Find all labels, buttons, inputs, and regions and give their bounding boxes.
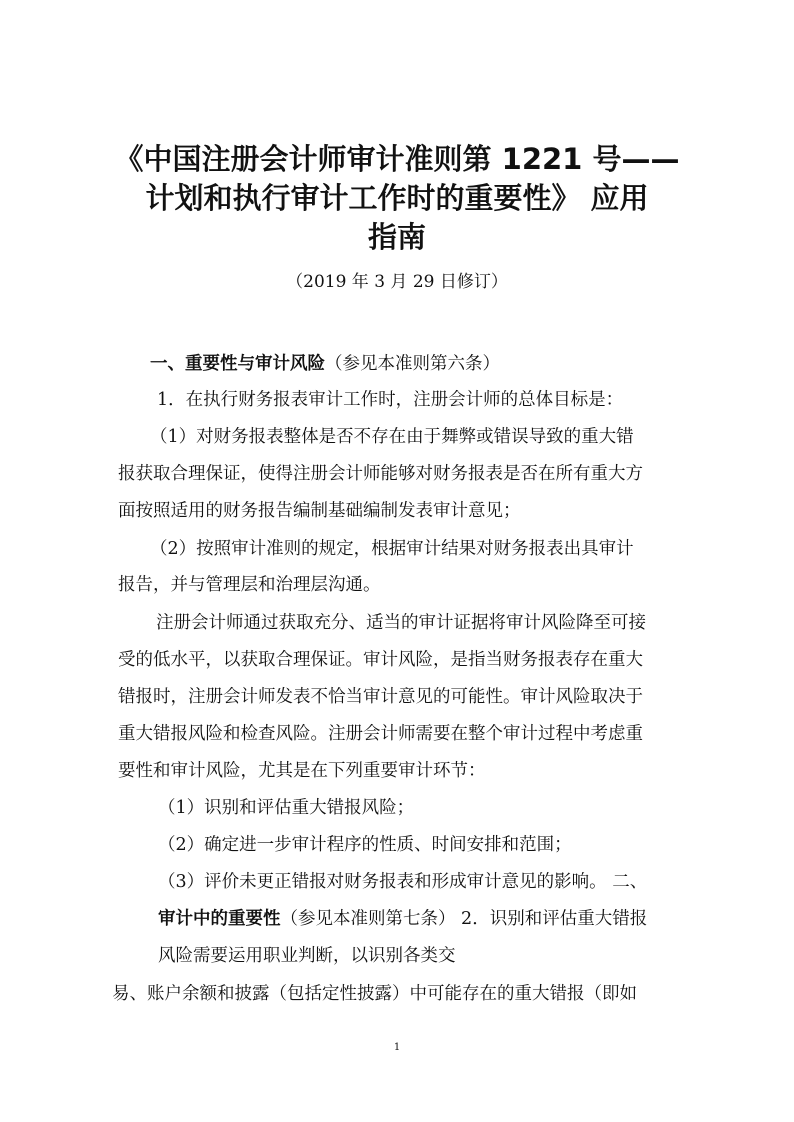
paragraph-line: 1．在执行财务报表审计工作时，注册会计师的总体目标是： [157,390,624,410]
paragraph-line: 易、账户余额和披露（包括定性披露）中可能存在的重大错报（即如 [112,984,637,1004]
section-1-reference: （参见本准则第六条） [325,354,500,374]
title-line-1: 《中国注册会计师审计准则第 1221 号—— [114,142,680,176]
paragraph-line: 注册会计师通过获取充分、适当的审计证据将审计风险降至可接 [156,613,646,633]
list-item: （1）识别和评估重大错报风险； [158,798,415,818]
page-number: 1 [393,1042,401,1053]
section-2-heading [158,907,647,931]
paragraph-line: 要性和审计风险，尤其是在下列重要审计环节： [118,761,486,781]
section-1-title: 一、重要性与审计风险 [150,354,325,374]
section-2-reference: （参见本准则第七条） 2．识别和评估重大错报 [280,909,648,929]
paragraph-line: 错报时，注册会计师发表不恰当审计意见的可能性。审计风险取决于 [118,687,643,707]
paragraph-line: （2）按照审计准则的规定，根据审计结果对财务报表出具审计 [150,539,634,559]
title-line-2: 计划和执行审计工作时的重要性》 应用 [145,181,649,215]
revision-date: （2019 年 3 月 29 日修订） [286,272,508,292]
paragraph-line: 受的低水平，以获取合理保证。审计风险，是指当财务报表存在重大 [118,650,643,670]
paragraph-line: 风险需要运用职业判断，以识别各类交 [158,946,456,966]
paragraph-line: 面按照适用的财务报告编制基础编制发表审计意见； [118,501,521,521]
section-1-heading [150,352,500,376]
paragraph-line: （1）对财务报表整体是否不存在由于舞弊或错误导致的重大错 [150,427,634,447]
paragraph-line: 重大错报风险和检查风险。注册会计师需要在整个审计过程中考虑重 [118,724,643,744]
list-item: （2）确定进一步审计程序的性质、时间安排和范围； [158,835,572,855]
list-item: （3）评价未更正错报对财务报表和形成审计意见的影响。 二、 [158,872,648,892]
title-line-3: 指南 [367,220,426,254]
section-2-title: 审计中的重要性 [158,909,281,929]
document-title [100,140,694,257]
paragraph-line: 报获取合理保证，使得注册会计师能够对财务报表是否在所有重大方 [118,464,643,484]
paragraph-line: 报告，并与管理层和治理层沟通。 [118,575,381,595]
